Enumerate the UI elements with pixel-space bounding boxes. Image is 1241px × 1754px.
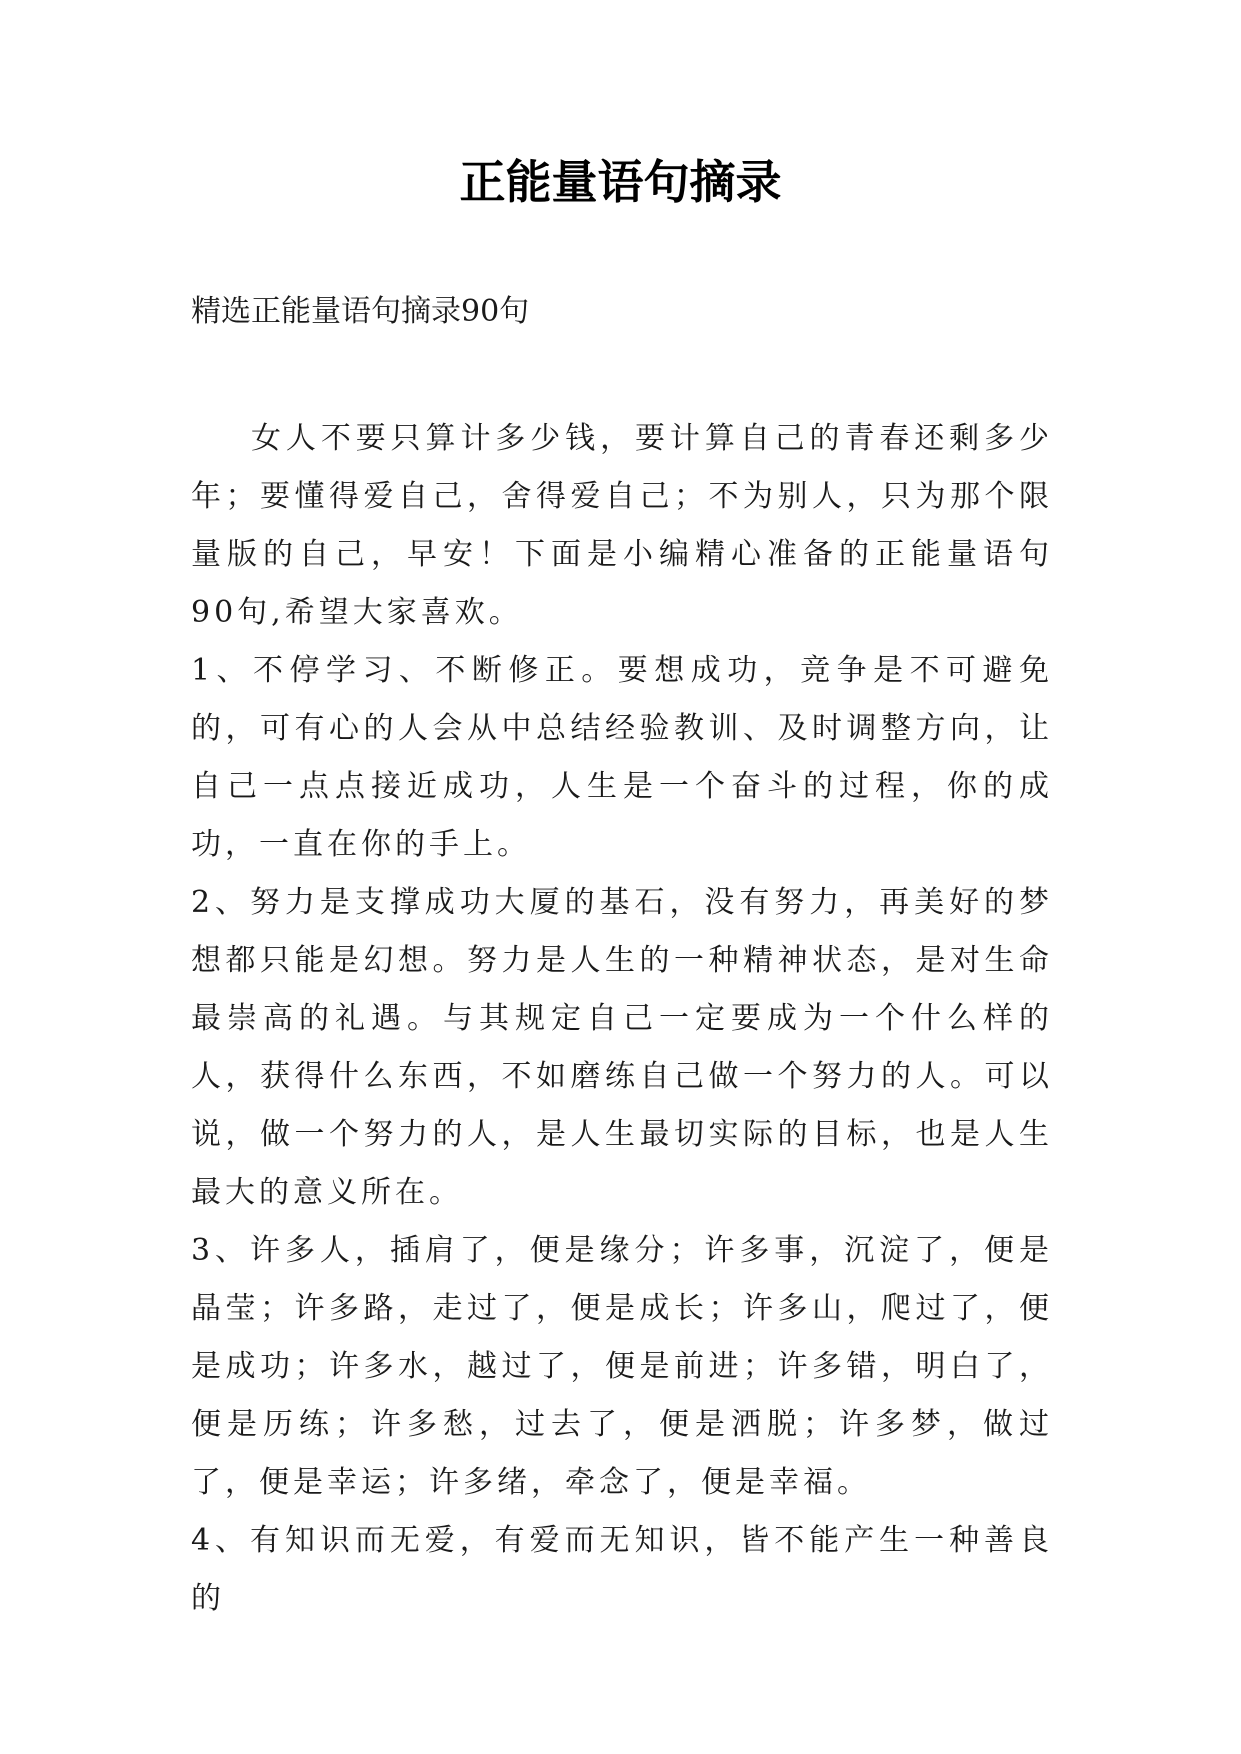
intro-paragraph: 女人不要只算计多少钱，要计算自己的青春还剩多少年；要懂得爱自己，舍得爱自己；不为别人，只为那个限量版的自己，早安！下面是小编精心准备的正能量语句90句,希望大家喜欢。 (191, 421, 1053, 630)
document-subtitle: 精选正能量语句摘录90句 (191, 294, 530, 329)
quote-paragraph-1: 1、不停学习、不断修正。要想成功，竞争是不可避免的，可有心的人会从中总结经验教训、及时调整方向，让自己一点点接近成功，人生是一个奋斗的过程，你的成功，一直在你的手上。 (191, 653, 1053, 862)
quote-paragraph-3: 3、许多人，插肩了，便是缘分；许多事，沉淀了，便是晶莹；许多路，走过了，便是成长；许多山，爬过了，便是成功；许多水，越过了，便是前进；许多错，明白了，便是历练；许多愁，过去了，便是洒脱；许多梦，做过了，便是幸运；许多绪，牵念了，便是幸福。 (191, 1233, 1053, 1500)
document-title: 正能量语句摘录 (459, 155, 782, 209)
quote-paragraph-2: 2、努力是支撑成功大厦的基石，没有努力，再美好的梦想都只能是幻想。努力是人生的一种精神状态，是对生命最崇高的礼遇。与其规定自己一定要成为一个什么样的人，获得什么东西，不如磨练自己做一个努力的人。可以说，做一个努力的人，是人生最切实际的目标，也是人生最大的意义所在。 (191, 885, 1053, 1210)
quote-paragraph-4: 4、有知识而无爱，有爱而无知识，皆不能产生一种善良的 (191, 1523, 1053, 1616)
document-body (191, 410, 1053, 1628)
